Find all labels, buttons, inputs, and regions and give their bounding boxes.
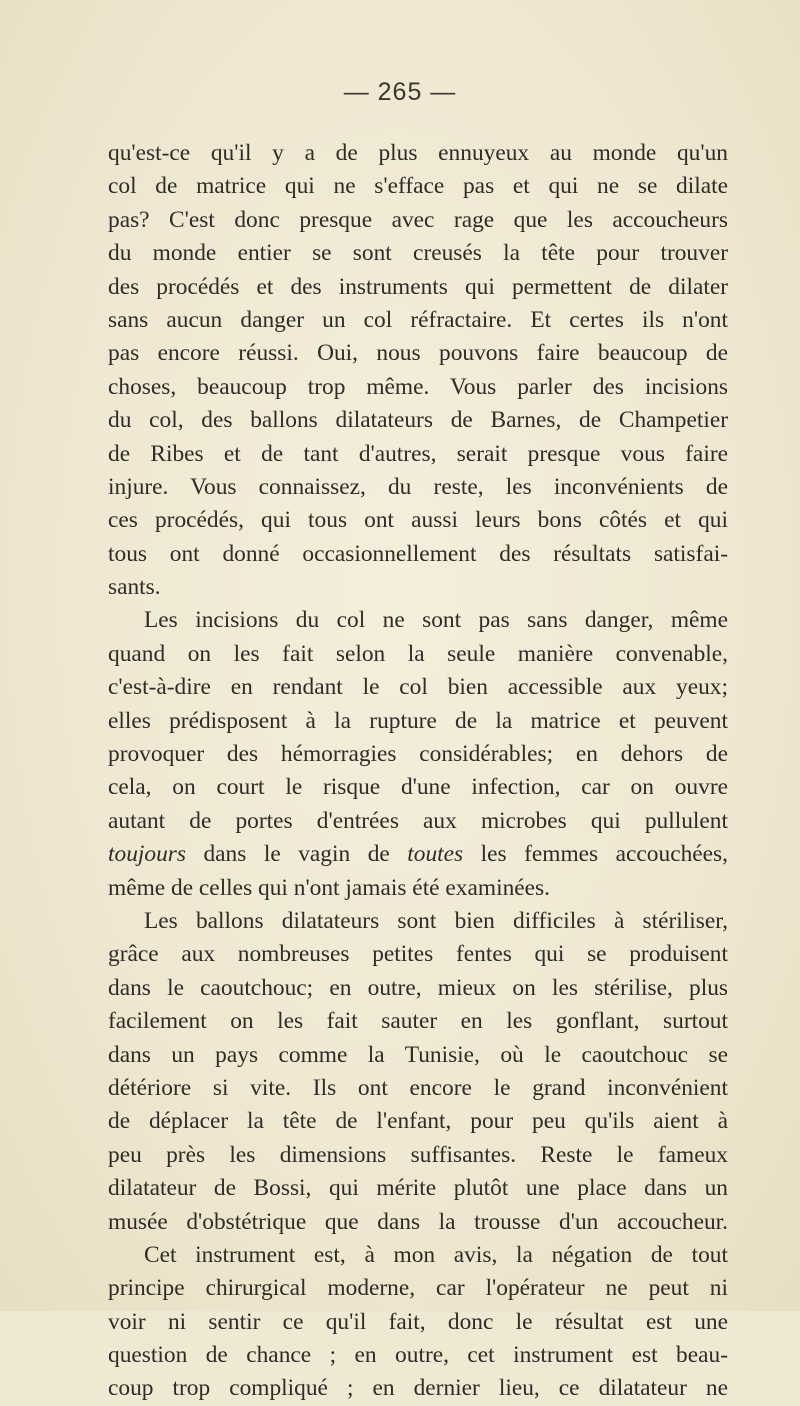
text-line: injure. Vous connaissez, du reste, les inconvénients de [108, 473, 728, 500]
text-line: pas encore réussi. Oui, nous pouvons faire beaucoup de [108, 340, 728, 367]
text-line: sans aucun danger un col réfractaire. Et certes ils n'ont [108, 306, 728, 333]
text-line: principe chirurgical moderne, car l'opérateur ne peut ni [108, 1275, 728, 1302]
text-segment: dans le vagin de [185, 841, 408, 868]
text-line: facilement on les fait sauter en les gonflant, surtout [108, 1008, 728, 1035]
text-line: de Ribes et de tant d'autres, serait presque vous faire [108, 440, 728, 467]
text-line: autant de portes d'entrées aux microbes qui pullulent [108, 807, 728, 834]
text-line: Les ballons dilatateurs sont bien difficiles à stériliser, [144, 907, 728, 934]
text-line: dans le caoutchouc; en outre, mieux on les stérilise, plus [108, 974, 728, 1001]
italic-text: toutes [407, 841, 464, 868]
italic-text: toujours [108, 841, 186, 868]
text-line: voir ni sentir ce qu'il fait, donc le résultat est une [108, 1308, 728, 1335]
text-line: quand on les fait selon la seule manière convenable, [108, 640, 728, 667]
text-line: sants. [108, 574, 161, 601]
text-line: c'est-à-dire en rendant le col bien accessible aux yeux; [108, 674, 728, 701]
text-line: tous ont donné occasionnellement des résultats satisfai- [108, 540, 728, 567]
text-segment: les femmes accouchées, [463, 841, 728, 868]
text-line: pas? C'est donc presque avec rage que les accoucheurs [108, 206, 728, 233]
text-line [108, 838, 728, 871]
text-line: grâce aux nombreuses petites fentes qui se produisent [108, 941, 728, 968]
text-line: provoquer des hémorragies considérables; en dehors de [108, 741, 728, 768]
text-line: choses, beaucoup trop même. Vous parler des incisions [108, 373, 728, 400]
text-line: coup trop compliqué ; en dernier lieu, ce dilatateur ne [108, 1375, 728, 1402]
text-line: question de chance ; en outre, cet instrument est beau- [108, 1342, 728, 1369]
text-line: Cet instrument est, à mon avis, la négation de tout [144, 1241, 728, 1268]
text-line: qu'est-ce qu'il y a de plus ennuyeux au monde qu'un [108, 140, 728, 166]
text-line: du monde entier se sont creusés la tête pour trouver [108, 240, 728, 267]
text-line: de déplacer la tête de l'enfant, pour peu qu'ils aient à [108, 1108, 728, 1135]
text-line: col de matrice qui ne s'efface pas et qui ne se dilate [108, 173, 728, 200]
text-line: même de celles qui n'ont jamais été examinées. [108, 874, 550, 901]
text-line: peu près les dimensions suffisantes. Reste le fameux [108, 1141, 728, 1168]
text-line: Les incisions du col ne sont pas sans danger, même [144, 607, 728, 634]
text-line: dilatateur de Bossi, qui mérite plutôt une place dans un [108, 1175, 728, 1202]
text-line: musée d'obstétrique que dans la trousse d'un accoucheur. [108, 1208, 728, 1235]
text-line: dans un pays comme la Tunisie, où le caoutchouc se [108, 1041, 728, 1068]
page-number: — 265 — [343, 78, 457, 106]
text-line: détériore si vite. Ils ont encore le grand inconvénient [108, 1074, 728, 1101]
text-line: des procédés et des instruments qui permettent de dilater [108, 273, 728, 300]
text-line: ces procédés, qui tous ont aussi leurs bons côtés et qui [108, 507, 728, 534]
text-line: elles prédisposent à la rupture de la matrice et peuvent [108, 707, 728, 734]
text-line: du col, des ballons dilatateurs de Barnes, de Champetier [108, 407, 728, 434]
body-text [108, 137, 728, 1406]
text-line: cela, on court le risque d'une infection, car on ouvre [108, 774, 728, 801]
